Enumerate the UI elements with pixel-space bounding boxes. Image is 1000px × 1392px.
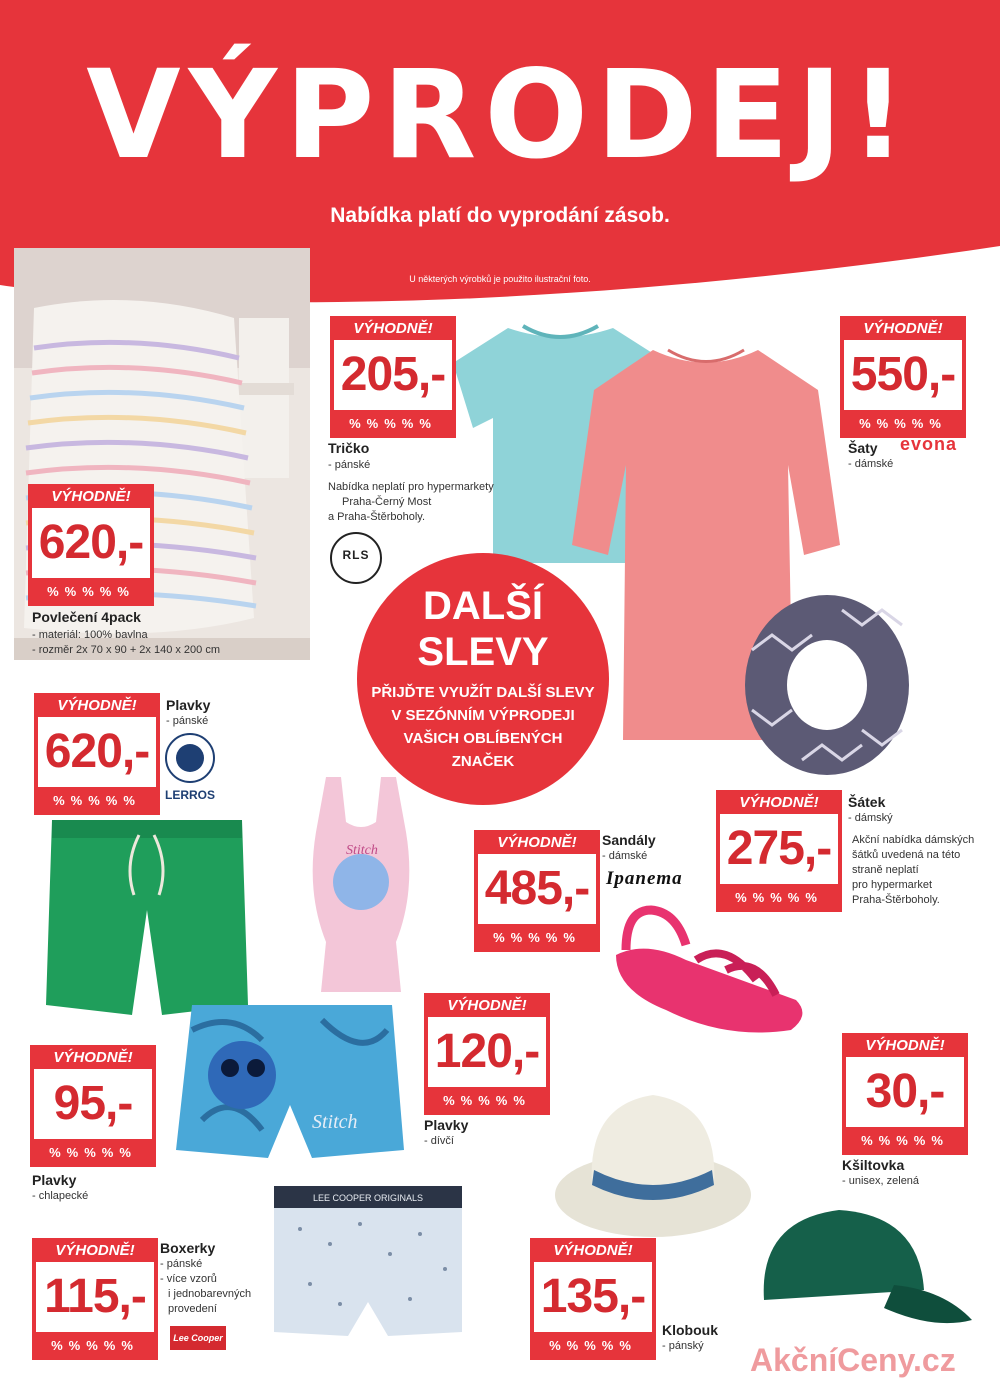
price-badge-satek — [716, 790, 842, 912]
badge-percents: %%%%% — [493, 930, 581, 945]
product-name-saty: Šaty — [848, 440, 878, 456]
illustration-note: U některých výrobků je použito ilustrační foto. — [409, 274, 591, 284]
product-name-plavky-panske: Plavky — [166, 697, 211, 713]
price-boxerky: 115,- — [36, 1262, 154, 1332]
product-desc-boxerky-1: - pánské — [160, 1258, 203, 1270]
badge-label: VÝHODNĚ! — [55, 1242, 135, 1259]
badge-label: VÝHODNĚ! — [447, 997, 527, 1014]
product-desc-klobouk-1: - pánský — [662, 1340, 704, 1352]
ipanema-logo: Ipanema — [606, 868, 683, 889]
page-subtitle: Nabídka platí do vyprodání zásob. — [330, 204, 670, 227]
promo-circle — [357, 553, 609, 805]
stitch-text-swimsuit: Stitch — [346, 843, 378, 858]
sandal-image — [606, 900, 814, 1040]
girl-swimsuit-image — [296, 772, 426, 1002]
price-sandaly: 485,- — [478, 854, 596, 924]
price-badge-plavky-divci — [424, 993, 550, 1115]
product-desc-tricko-2: Nabídka neplatí pro hypermarkety — [328, 481, 494, 493]
badge-percents: %%%%% — [861, 1133, 949, 1148]
product-desc-tricko-1: - pánské — [328, 459, 371, 471]
product-desc-plavky-panske-1: - pánské — [166, 715, 209, 727]
price-saty: 550,- — [844, 340, 962, 410]
lerros-emblem-icon — [160, 730, 220, 786]
price-badge-klobouk — [530, 1238, 656, 1360]
product-desc-satek-5: pro hypermarket — [852, 879, 933, 891]
price-badge-sandaly — [474, 830, 600, 952]
price-plavky-divci: 120,- — [428, 1017, 546, 1087]
watermark: AkčníCeny.cz — [750, 1342, 956, 1378]
product-name-klobouk: Klobouk — [662, 1322, 718, 1338]
price-satek: 275,- — [720, 814, 838, 884]
cap-image — [744, 1200, 976, 1340]
price-badge-tricko — [330, 316, 456, 438]
price-badge-povleceni — [28, 484, 154, 606]
badge-label: VÝHODNĚ! — [739, 794, 819, 811]
promo-headline-1: DALŠÍ — [423, 584, 543, 628]
badge-label: VÝHODNĚ! — [57, 697, 137, 714]
badge-percents: %%%%% — [49, 1145, 137, 1160]
badge-percents: %%%%% — [51, 1338, 139, 1353]
price-tricko: 205,- — [334, 340, 452, 410]
badge-label: VÝHODNĚ! — [553, 1242, 633, 1259]
promo-headline-2: SLEVY — [417, 630, 549, 674]
product-desc-plavky-chlapecke-1: - chlapecké — [32, 1190, 89, 1202]
badge-percents: %%%%% — [735, 890, 823, 905]
badge-label: VÝHODNĚ! — [51, 488, 131, 505]
product-desc-satek-1: - dámský — [848, 812, 893, 824]
product-name-satek: Šátek — [848, 794, 886, 810]
promo-text-2: V SEZÓNNÍM VÝPRODEJI — [391, 707, 575, 724]
product-name-sandaly: Sandály — [602, 832, 656, 848]
product-name-ksiltovka: Kšiltovka — [842, 1157, 905, 1173]
boxers-image — [270, 1184, 466, 1342]
product-name-povleceni: Povlečení 4pack — [32, 609, 141, 625]
badge-percents: %%%%% — [53, 793, 141, 808]
promo-text-1: PŘIJĎTE VYUŽÍT DALŠÍ SLEVY — [371, 684, 595, 701]
promo-text-4: ZNAČEK — [451, 753, 515, 770]
promo-text-3: VAŠICH OBLÍBENÝCH — [403, 730, 563, 747]
badge-percents: %%%%% — [443, 1093, 531, 1108]
product-name-boxerky: Boxerky — [160, 1240, 216, 1256]
badge-label: VÝHODNĚ! — [53, 1049, 133, 1066]
product-desc-ksiltovka-1: - unisex, zelená — [842, 1175, 920, 1187]
price-povleceni: 620,- — [32, 508, 150, 578]
lerros-logo: LERROS — [160, 730, 220, 806]
scarf-image — [742, 590, 912, 780]
boxers-band-text: LEE COOPER ORIGINALS — [312, 1193, 424, 1203]
price-badge-saty — [840, 316, 966, 438]
stitch-text-trunks: Stitch — [312, 1111, 358, 1133]
badge-label: VÝHODNĚ! — [353, 320, 433, 337]
price-badge-ksiltovka — [842, 1033, 968, 1155]
price-plavky-chlapecke: 95,- — [34, 1069, 152, 1139]
product-desc-tricko-3: Praha-Černý Most — [342, 496, 432, 508]
product-desc-boxerky-4: provedení — [168, 1303, 217, 1315]
product-desc-satek-4: straně neplatí — [852, 864, 919, 876]
hat-image — [552, 1075, 754, 1245]
page-title: VÝPRODEJ! — [86, 44, 914, 186]
price-klobouk: 135,- — [534, 1262, 652, 1332]
product-desc-satek-2: Akční nabídka dámských — [852, 834, 975, 846]
evona-logo: evona — [900, 434, 958, 454]
product-desc-boxerky-3: i jednobarevných — [168, 1288, 252, 1300]
product-desc-povleceni-1: - materiál: 100% bavlna — [32, 629, 148, 641]
price-ksiltovka: 30,- — [846, 1057, 964, 1127]
product-desc-satek-6: Praha-Štěrboholy. — [852, 894, 940, 906]
product-desc-boxerky-2: - více vzorů — [160, 1273, 217, 1285]
product-name-tricko: Tričko — [328, 440, 370, 456]
badge-label: VÝHODNĚ! — [863, 320, 943, 337]
badge-label: VÝHODNĚ! — [497, 834, 577, 851]
product-desc-tricko-4: a Praha-Štěrboholy. — [328, 511, 426, 523]
product-desc-satek-3: šátků uvedená na této — [852, 849, 961, 861]
lee-cooper-logo: Lee Cooper — [170, 1326, 226, 1350]
badge-percents: %%%%% — [859, 416, 947, 431]
rls-logo: RLS — [330, 532, 382, 584]
price-badge-boxerky — [32, 1238, 158, 1360]
product-desc-saty-1: - dámské — [848, 458, 894, 470]
product-desc-sandaly-1: - dámské — [602, 850, 648, 862]
product-desc-povleceni-2: - rozměr 2x 70 x 90 + 2x 140 x 200 cm — [32, 644, 221, 656]
price-badge-plavky-panske — [34, 693, 160, 815]
badge-percents: %%%%% — [549, 1338, 637, 1353]
badge-label: VÝHODNĚ! — [865, 1037, 945, 1054]
badge-percents: %%%%% — [47, 584, 135, 599]
product-desc-plavky-divci-1: - dívčí — [424, 1135, 454, 1147]
product-name-plavky-divci: Plavky — [424, 1117, 469, 1133]
green-shorts-image — [44, 815, 250, 1027]
price-plavky-panske: 620,- — [38, 717, 156, 787]
badge-percents: %%%%% — [349, 416, 437, 431]
price-badge-plavky-chlapecke — [30, 1045, 156, 1167]
product-name-plavky-chlapecke: Plavky — [32, 1172, 77, 1188]
boy-trunks-image — [172, 1000, 408, 1162]
